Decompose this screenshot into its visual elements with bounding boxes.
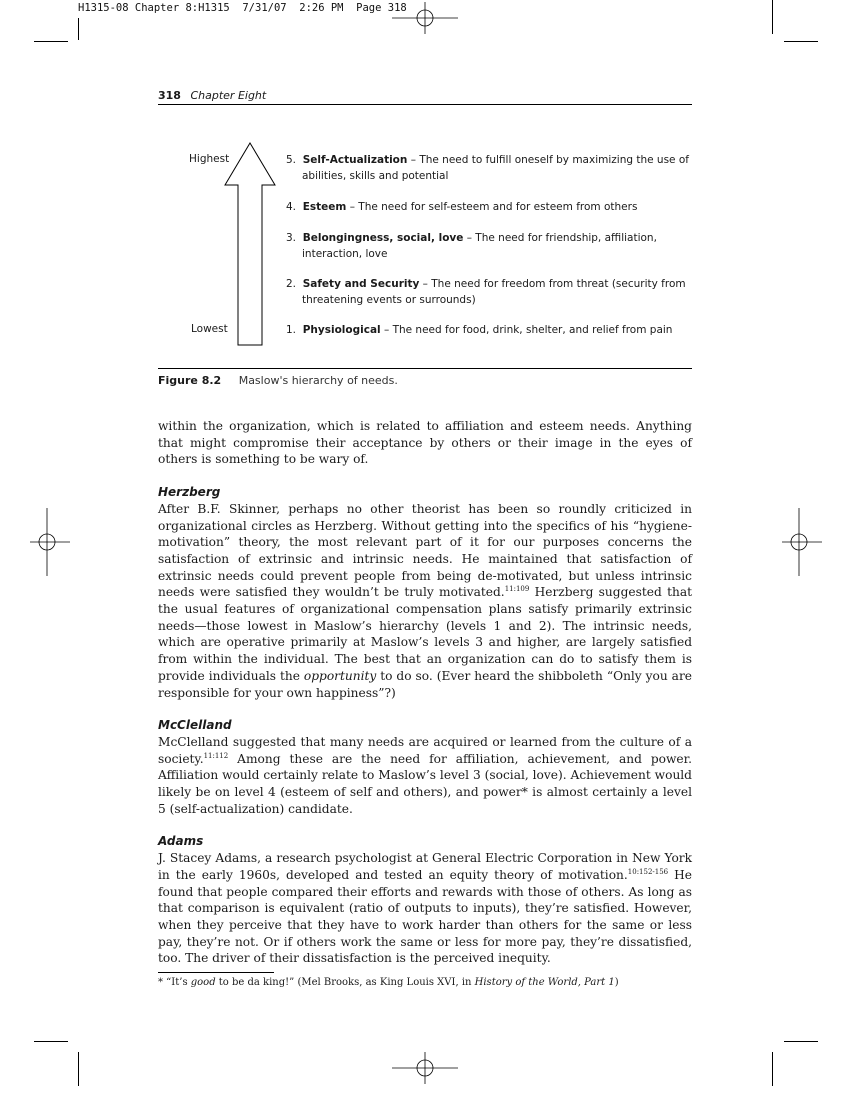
need-level-1: 1. Physiological – The need for food, drink, shelter, and relief from pain [286,324,673,336]
mcclelland-paragraph: McClelland suggested that many needs are acquired or learned from the culture of a society.$^{11:112}$ Among these are the need for affiliation, achievement, and power. Affiliation would certainly relate to Maslow’s level 3 (social, love). Achievement would likely be on level 4 (esteem of self and others), and power* is almost certainly a level 5 (self-actualization) candidate. [158,734,692,816]
adams-paragraph: J. Stacey Adams, a research psychologist at General Electric Corporation in New York in the early 1960s, developed and tested an equity theory of motivation.$^{10:152-156}$ He found that people compared their efforts and rewards with those of others. As long as that comparison is equivalent (ratio of outputs to inputs), they’re satisfied. However, when they perceive that they have to work harder than others for the same or less pay, they’re not. Or if others work the same or less for more pay, they’re dissatisfied, too. The driver of their dissatisfaction is the perceived inequity. [158,851,693,966]
figure-label: Figure 8.2 [158,374,222,387]
intro-paragraph: within the organization, which is related to affiliation and esteem needs. Anything that might compromise their acceptance by others or their image in the eyes of others is something to be wary of. [158,419,692,467]
printer-slug: H1315-08 Chapter 8:H1315 7/31/07 2:26 PM Page 318 [78,2,407,14]
citation: 11:109 [504,585,530,594]
chapter-title: Chapter Eight [190,89,267,102]
registration-mark-icon [782,508,822,576]
crop-mark [78,1052,79,1086]
maslow-figure [158,140,692,355]
citation: 10:152-156 [627,867,669,876]
citation: 11:112 [203,751,229,760]
need-level-4: 4. Esteem – The need for self-esteem and for esteem from others [286,201,638,213]
adams-heading: Adams [158,834,204,849]
upward-arrow-icon [224,142,276,346]
mcclelland-heading: McClelland [158,718,232,733]
crop-mark [784,1041,818,1042]
registration-mark-icon [392,2,458,34]
crop-mark [784,41,818,42]
crop-mark [772,1052,773,1086]
footnote: * “It’s good to be da king!” (Mel Brooks, as King Louis XVI, in History of the World, Part 1) [158,977,619,988]
body-text [158,418,692,967]
figure-caption-text: Maslow's hierarchy of needs. [238,374,398,387]
crop-mark [78,18,79,40]
figure-caption [158,374,398,387]
lowest-label: Lowest [191,323,228,335]
figure-rule [158,368,692,369]
herzberg-paragraph: After B.F. Skinner, perhaps no other theorist has been so roundly criticized in organizational circles as Herzberg. Without getting into the specifics of his “hygiene-motivation” theory, the most relevant part of it for our purposes concerns the satisfaction of extrinsic and intrinsic needs. He maintained that satisfaction of extrinsic needs could prevent people from being de-motivated, but unless intrinsic needs were satisfied they wouldn’t be truly motivated.$^{11:109}$ Herzberg suggested that the usual features of organizational compensation plans satisfy primarily extrinsic needs—those lowest in Maslow’s hierarchy (levels 1 and 2). The intrinsic needs, which are operative primarily at Maslow’s levels 3 and higher, are largely satisfied from within the individual. The best that an organization can do to satisfy them is provide individuals the opportunity to do so. (Ever heard the shibboleth “Only you are responsible for your own happiness”?) [158,501,692,700]
highest-label: Highest [189,153,230,165]
crop-mark [34,41,68,42]
need-level-5: 5. Self-Actualization – The need to fulfill oneself by maximizing the use of abilities, skills and potential [286,154,689,182]
running-head [158,89,692,105]
crop-mark [34,1041,68,1042]
footnote-rule [158,972,274,973]
crop-mark [772,0,773,34]
page-number: 318 [158,89,181,102]
herzberg-heading: Herzberg [158,485,221,500]
registration-mark-icon [30,508,70,576]
need-level-2: 2. Safety and Security – The need for freedom from threat (security from threatening events or surrounds) [286,278,686,306]
registration-mark-icon [392,1052,458,1084]
need-level-3: 3. Belongingness, social, love – The need for friendship, affiliation, interaction, love [286,232,657,260]
